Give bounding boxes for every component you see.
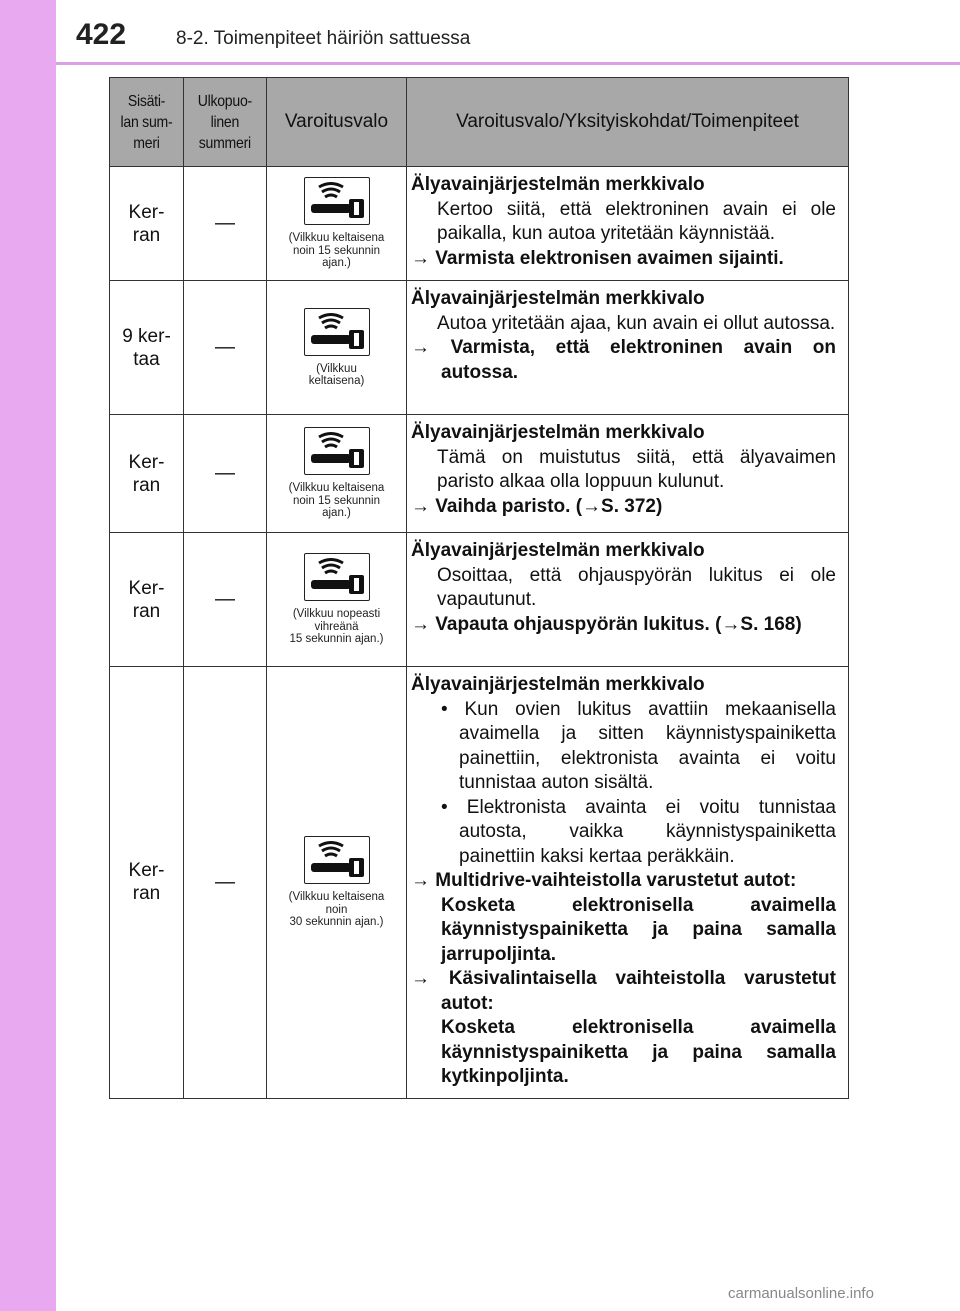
header-details [407, 78, 849, 167]
indicator-title: Älyavainjärjestelmän merkkivalo [411, 174, 705, 195]
internal-buzzer-count [110, 167, 184, 281]
details-cell [407, 281, 849, 415]
count-label: Ker- ran [128, 201, 165, 246]
count-label: Ker- ran [128, 860, 165, 905]
dash-label: — [215, 336, 235, 358]
count-label: Ker- ran [128, 451, 165, 496]
action-text: Kosketa elektronisella avaimella käynnistyspainiketta ja paina samalla jarrupoljinta. [441, 894, 836, 965]
action-text: → Käsivalintaisella vaihteistolla varustetut autot: [411, 968, 836, 1014]
details-cell [407, 667, 849, 1099]
header-warning-light [267, 78, 407, 167]
internal-buzzer-count [110, 415, 184, 533]
smart-key-icon [304, 308, 370, 356]
icon-caption: (Vilkkuu nopeasti vihreänä 15 sekunnin ajan.) [289, 608, 384, 646]
count-label: 9 ker- taa [122, 325, 171, 370]
smart-key-icon [304, 553, 370, 601]
description-text: Autoa yritetään ajaa, kun avain ei ollut autossa. [437, 312, 836, 334]
warning-light-cell [267, 167, 407, 281]
action-text: → Vapauta ohjauspyörän lukitus. (→S. 168) [411, 613, 802, 635]
header-label: Sisäti- lan sum- meri [120, 92, 173, 152]
warning-table [109, 77, 849, 1099]
description-text: Osoittaa, että ohjauspyörän lukitus ei ole vapautunut. [437, 564, 836, 610]
action-text: Kosketa elektronisella avaimella käynnistyspainiketta ja paina samalla kytkinpoljinta. [441, 1017, 836, 1087]
count-label: Ker- ran [128, 577, 165, 622]
external-buzzer-cell [184, 415, 267, 533]
description-text: Tämä on muistutus siitä, että älyavaimen paristo alkaa olla loppuun kulunut. [437, 446, 836, 492]
internal-buzzer-count [110, 533, 184, 667]
action-text: → Vaihda paristo. (→S. 372) [411, 495, 663, 517]
dash-label: — [215, 212, 235, 234]
bullet-item: • Elektronista avainta ei voitu tunnistaa autosta, vaikka käynnistyspainiketta painettiin kaksi kertaa peräkkäin. [441, 796, 836, 867]
external-buzzer-cell [184, 167, 267, 281]
action-text: → Multidrive-vaihteistolla varustetut autot: [411, 870, 797, 891]
header-label: Ulkopuo- linen summeri [197, 92, 253, 152]
table-row [110, 281, 849, 415]
table-row [110, 533, 849, 667]
header-external-buzzer [184, 78, 267, 167]
bullet-item: • Kun ovien lukitus avattiin mekaanisella avaimella ja sitten käynnistyspainiketta painettiin, elektronista avainta ei voitu tunnistaa auton sisältä. [441, 698, 836, 793]
indicator-title: Älyavainjärjestelmän merkkivalo [411, 422, 705, 443]
icon-caption: (Vilkkuu keltaisena) [308, 362, 365, 387]
warning-light-cell [267, 667, 407, 1099]
action-text: → Varmista elektronisen avaimen sijainti. [411, 247, 784, 269]
details-cell [407, 167, 849, 281]
watermark: carmanualsonline.info [728, 1285, 874, 1302]
header-label: Varoitusvalo [284, 111, 389, 132]
dash-label: — [215, 870, 235, 893]
external-buzzer-cell [184, 667, 267, 1099]
indicator-title: Älyavainjärjestelmän merkkivalo [411, 674, 705, 695]
page-number: 422 [76, 18, 127, 51]
description-text: Kertoo siitä, että elektroninen avain ei ole paikalla, kun autoa yritetään käynnistää. [437, 198, 836, 244]
internal-buzzer-count [110, 281, 184, 415]
external-buzzer-cell [184, 281, 267, 415]
icon-caption: (Vilkkuu keltaisena noin 15 sekunnin ajan.) [288, 482, 385, 520]
indicator-title: Älyavainjärjestelmän merkkivalo [411, 540, 705, 561]
internal-buzzer-count [110, 667, 184, 1099]
dash-label: — [215, 462, 235, 484]
smart-key-icon [304, 427, 370, 475]
warning-light-cell [267, 533, 407, 667]
icon-caption: (Vilkkuu keltaisena noin 15 sekunnin ajan.) [288, 232, 385, 270]
action-text: → Varmista, että elektroninen avain on autossa. [411, 337, 836, 383]
table-header-row [110, 78, 849, 167]
external-buzzer-cell [184, 533, 267, 667]
icon-caption: (Vilkkuu keltaisena noin 30 sekunnin ajan.) [288, 891, 385, 928]
header-label: Varoitusvalo/Yksityiskohdat/Toimenpiteet [456, 111, 799, 132]
warning-light-cell [267, 281, 407, 415]
header-internal-buzzer [110, 78, 184, 167]
indicator-title: Älyavainjärjestelmän merkkivalo [411, 288, 705, 309]
details-cell [407, 533, 849, 667]
table-row [110, 167, 849, 281]
smart-key-icon [304, 177, 370, 225]
sidebar-tab [0, 0, 56, 1311]
smart-key-icon [304, 836, 370, 884]
table-row [110, 415, 849, 533]
section-title: 8-2. Toimenpiteet häiriön sattuessa [176, 28, 471, 49]
dash-label: — [215, 588, 235, 610]
table-row [110, 667, 849, 1099]
details-cell [407, 415, 849, 533]
warning-light-cell [267, 415, 407, 533]
